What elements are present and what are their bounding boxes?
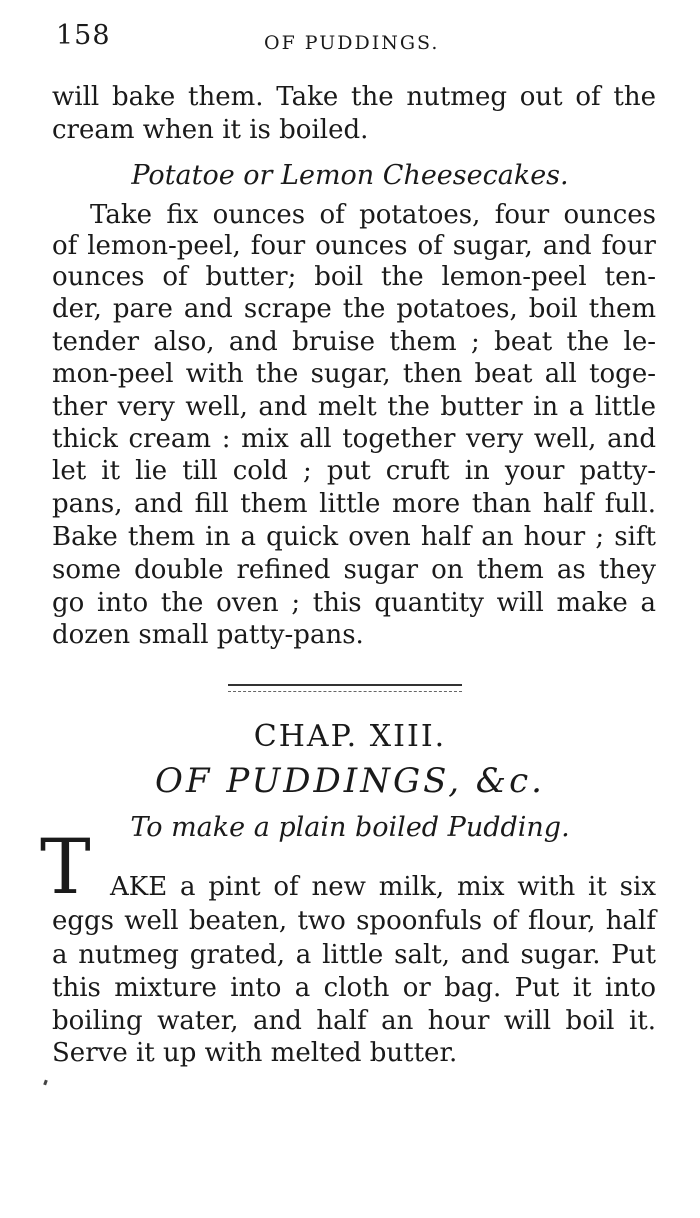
- text-line: go into the oven ; this quantity will make a: [52, 588, 656, 618]
- chapter-number: CHAP. XIII.: [253, 719, 447, 754]
- text-line: boiling water, and half an hour will boil it.: [52, 1006, 656, 1036]
- text-line: Take fix ounces of potatoes, four ounces: [90, 200, 656, 230]
- text-line: cream when it is boiled.: [52, 115, 369, 145]
- text-line: a nutmeg grated, a little salt, and sugar. Put: [52, 940, 656, 970]
- section-divider: [228, 684, 462, 692]
- page-number: 158: [56, 20, 111, 51]
- text-line: eggs well beaten, two spoonfuls of flour, half: [52, 906, 656, 936]
- drop-cap: T: [40, 822, 91, 911]
- text-line: thick cream : mix all together very well, and: [52, 424, 656, 454]
- text-line: der, pare and scrape the potatoes, boil them: [52, 294, 656, 324]
- text-line: of lemon-peel, four ounces of sugar, and four: [52, 231, 656, 261]
- recipe-title: To make a plain boiled Pudding.: [130, 812, 570, 843]
- text-line: some double refined sugar on them as they: [52, 555, 656, 585]
- text-line: tender also, and bruise them ; beat the le-: [52, 327, 656, 357]
- chapter-title: OF PUDDINGS, &c.: [155, 761, 545, 801]
- text-line: AKE a pint of new milk, mix with it six: [110, 872, 656, 902]
- text-line: pans, and fill them little more than half full.: [52, 489, 656, 519]
- text-line: this mixture into a cloth or bag. Put it into: [52, 973, 656, 1003]
- text-line: mon-peel with the sugar, then beat all toge-: [52, 359, 656, 389]
- text-line: will bake them. Take the nutmeg out of the: [52, 82, 656, 112]
- text-line: Bake them in a quick oven half an hour ; sift: [52, 522, 656, 552]
- ink-speck: [43, 1080, 48, 1086]
- running-title: OF PUDDINGS.: [264, 32, 440, 54]
- recipe-title: Potatoe or Lemon Cheesecakes.: [131, 160, 569, 191]
- text-line: ther very well, and melt the butter in a little: [52, 392, 656, 422]
- text-line: let it lie till cold ; put cruft in your patty-: [52, 456, 656, 486]
- text-line: ounces of butter; boil the lemon-peel ten-: [52, 262, 656, 292]
- text-line: Serve it up with melted butter.: [52, 1038, 458, 1068]
- running-head: [56, 20, 656, 60]
- text-line: dozen small patty-pans.: [52, 620, 364, 650]
